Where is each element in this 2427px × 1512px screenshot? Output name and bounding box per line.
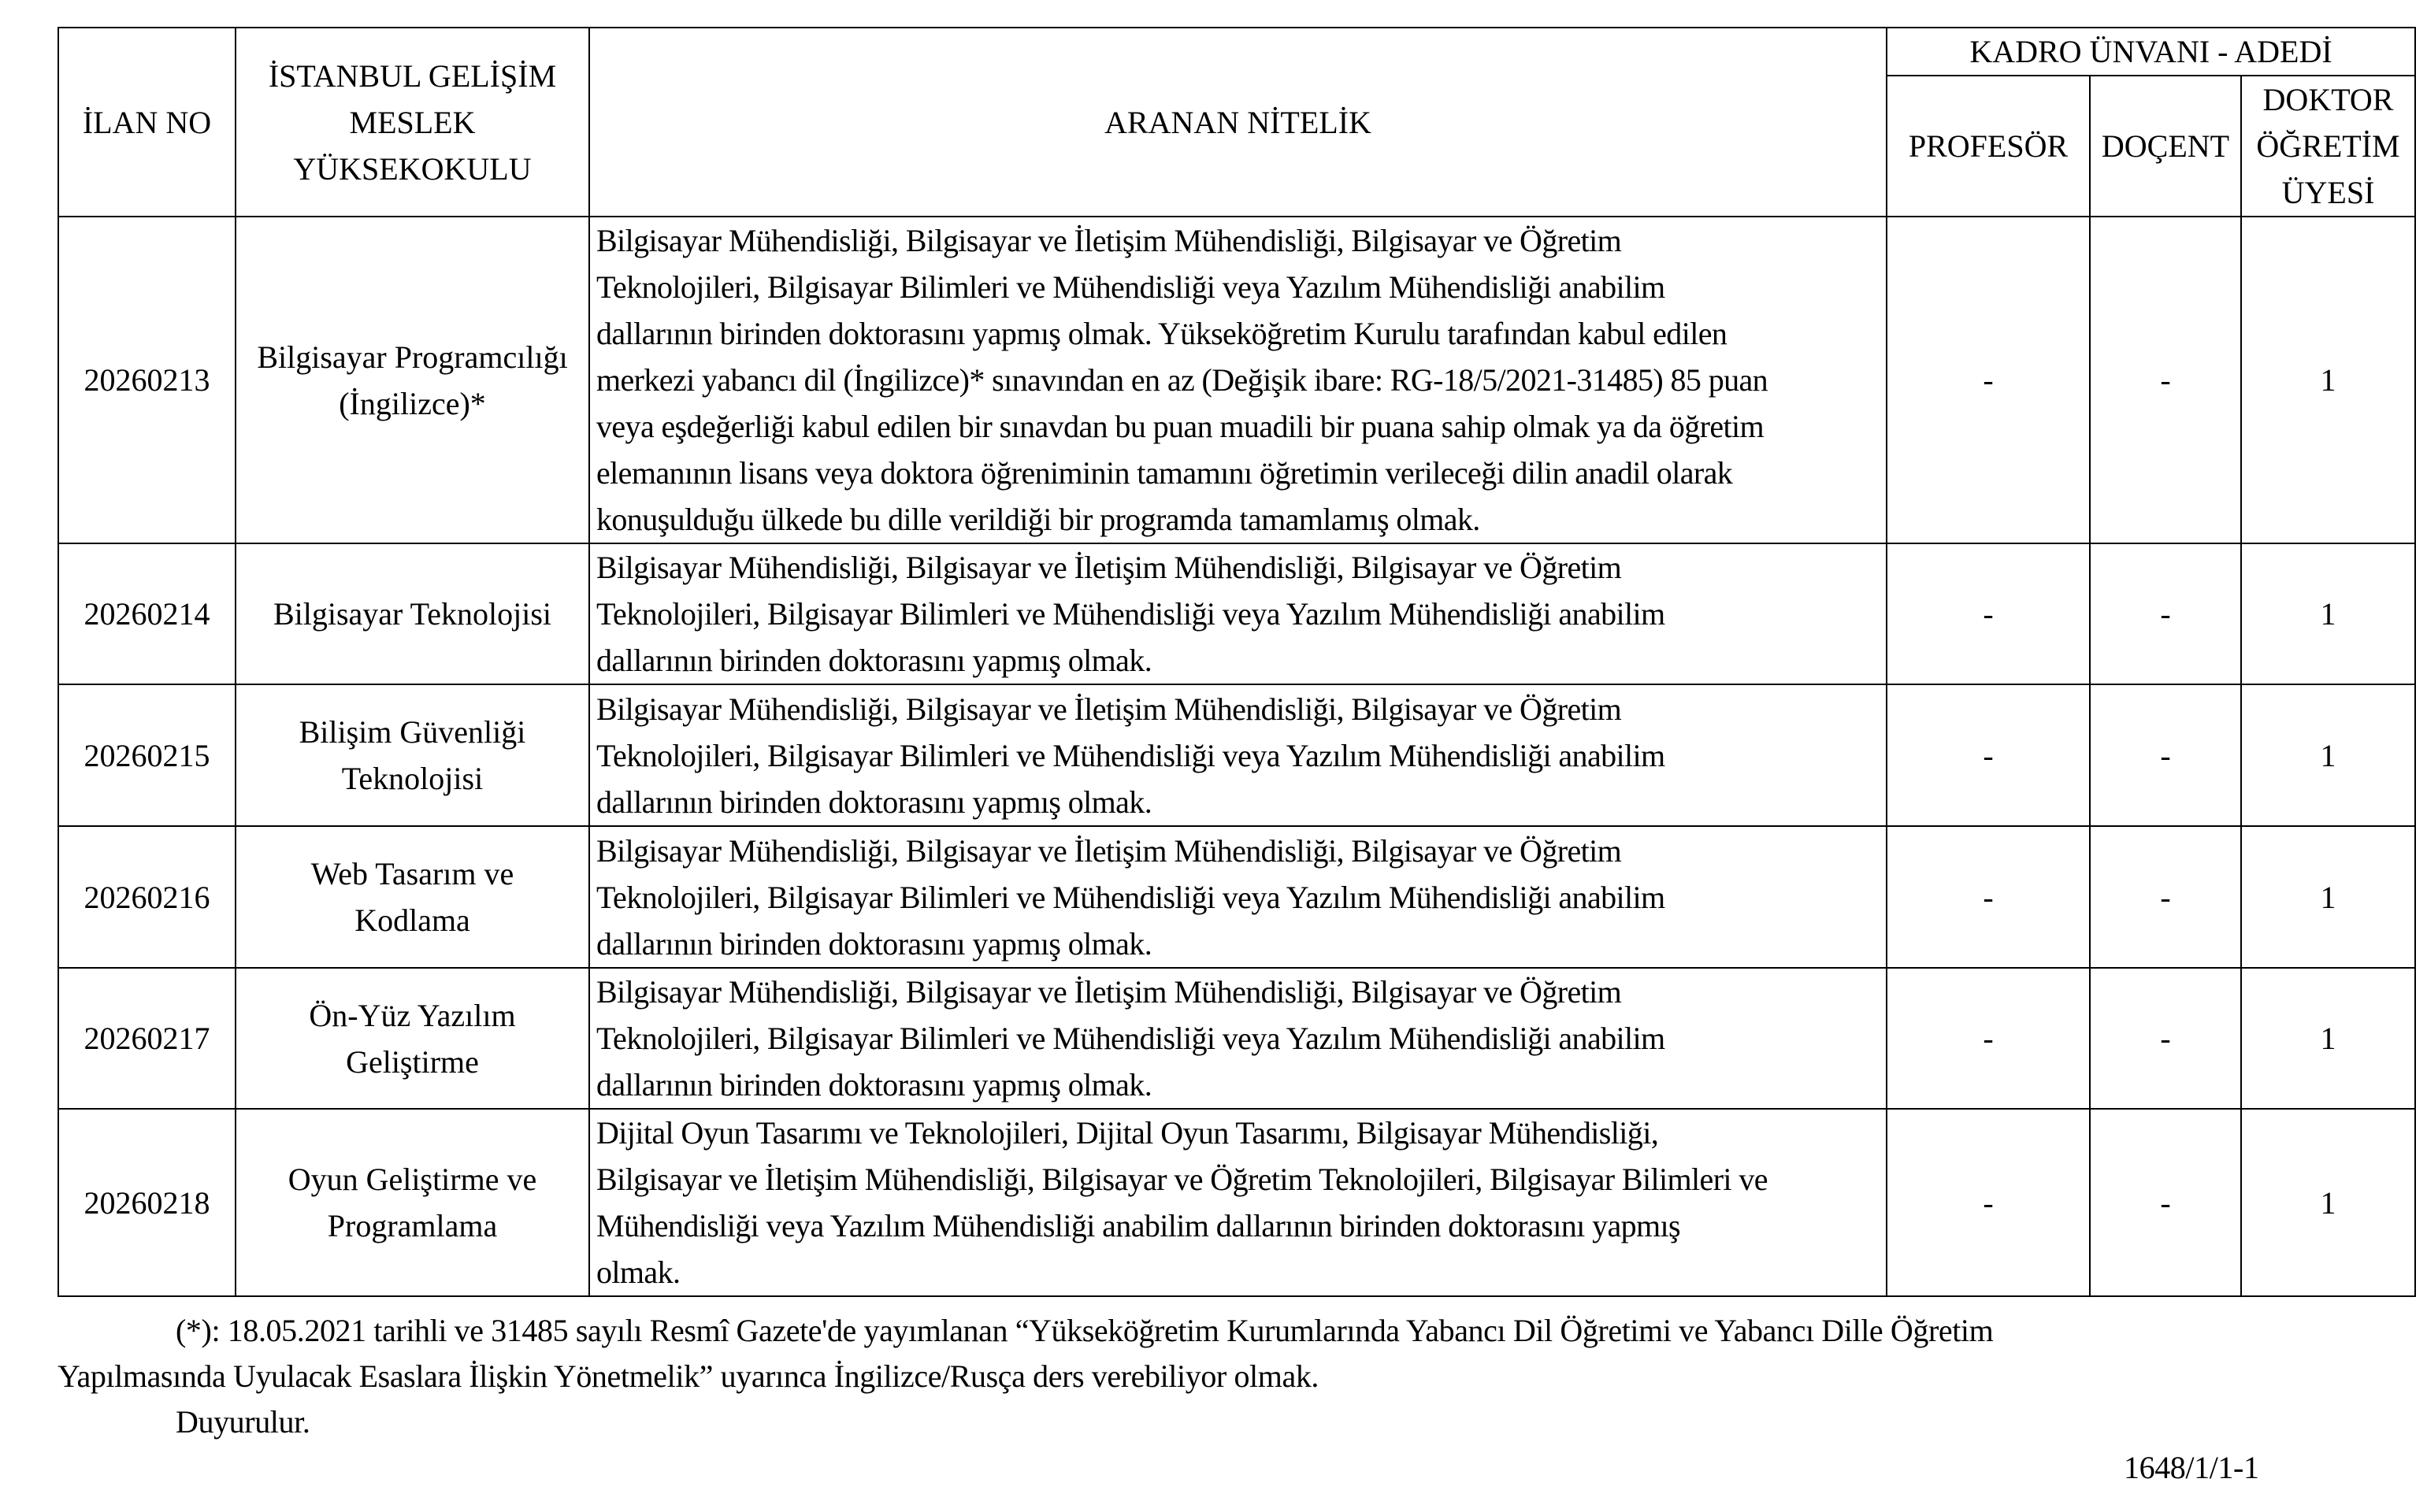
header-dr-line: ÖĞRETİM — [2256, 128, 2400, 164]
program-line: Oyun Geliştirme ve — [288, 1162, 537, 1197]
header-dr-line: DOKTOR — [2262, 82, 2394, 117]
dr-count-cell: 1 — [2241, 1109, 2415, 1296]
header-school — [236, 28, 589, 217]
qualification-cell — [589, 543, 1887, 684]
qualification-line: Teknolojileri, Bilgisayar Bilimleri ve Mühendisliği veya Yazılım Mühendisliği anabilim — [596, 269, 1665, 305]
table-row — [58, 968, 2415, 1109]
announcement: Duyurulur. — [176, 1404, 310, 1440]
docent-count-cell: - — [2090, 684, 2241, 826]
qualification-cell — [589, 1109, 1887, 1296]
header-school-line: YÜKSEKOKULU — [293, 150, 532, 187]
profesor-count-cell: - — [1887, 1109, 2090, 1296]
qualification-line: dallarının birinden doktorasını yapmış olmak. Yükseköğretim Kurulu tarafından kabul edilen — [596, 316, 1727, 351]
table-row — [58, 543, 2415, 684]
ilan-no-cell: 20260214 — [58, 543, 236, 684]
qualification-line: Bilgisayar Mühendisliği, Bilgisayar ve İletişim Mühendisliği, Bilgisayar ve Öğretim — [596, 832, 1622, 869]
ilan-no-cell: 20260213 — [58, 217, 236, 543]
program-line: Bilgisayar Programcılığı — [257, 339, 568, 375]
ilan-no-cell: 20260215 — [58, 684, 236, 826]
program-cell — [236, 684, 589, 826]
program-cell — [236, 826, 589, 968]
qualification-line: Bilgisayar Mühendisliği, Bilgisayar ve İletişim Mühendisliği, Bilgisayar ve Öğretim — [596, 974, 1622, 1010]
qualification-line: Teknolojileri, Bilgisayar Bilimleri ve Mühendisliği veya Yazılım Mühendisliği anabilim — [596, 1021, 1665, 1056]
qualification-line: dallarının birinden doktorasını yapmış olmak. — [596, 643, 1152, 678]
profesor-count-cell: - — [1887, 543, 2090, 684]
docent-count-cell: - — [2090, 1109, 2241, 1296]
qualification-cell — [589, 684, 1887, 826]
footnote-line-2: Yapılmasında Uyulacak Esaslara İlişkin Yönetmelik” uyarınca İngilizce/Rusça ders verebiliyor olmak. — [58, 1358, 1319, 1394]
ilan-no-cell: 20260217 — [58, 968, 236, 1109]
docent-count-cell: - — [2090, 543, 2241, 684]
qualification-line: Teknolojileri, Bilgisayar Bilimleri ve Mühendisliği veya Yazılım Mühendisliği anabilim — [596, 879, 1665, 915]
qualification-line: Mühendisliği veya Yazılım Mühendisliği anabilim dallarının birinden doktorasını yapmış — [596, 1208, 1681, 1243]
header-kadro: KADRO ÜNVANI - ADEDİ — [1887, 28, 2415, 76]
footnote-line-1: (*): 18.05.2021 tarihli ve 31485 sayılı Resmî Gazete'de yayımlanan “Yükseköğretim Kurumlarında Yabancı Dil Öğretimi ve Yabancı Dille Öğretim — [176, 1313, 1994, 1348]
qualification-line: dallarının birinden doktorasını yapmış olmak. — [596, 925, 1152, 962]
docent-count-cell: - — [2090, 217, 2241, 543]
qualification-cell — [589, 968, 1887, 1109]
qualification-line: Bilgisayar Mühendisliği, Bilgisayar ve İletişim Mühendisliği, Bilgisayar ve Öğretim — [596, 223, 1622, 258]
program-line: Kodlama — [354, 902, 470, 938]
program-line: Teknolojisi — [341, 761, 484, 796]
qualification-line: dallarının birinden doktorasını yapmış olmak. — [596, 1067, 1152, 1102]
header-ilan-no: İLAN NO — [58, 28, 236, 217]
docent-count-cell: - — [2090, 826, 2241, 968]
table-row — [58, 217, 2415, 543]
qualification-line: dallarının birinden doktorasını yapmış olmak. — [596, 784, 1152, 820]
profesor-count-cell: - — [1887, 684, 2090, 826]
profesor-count-cell: - — [1887, 217, 2090, 543]
profesor-count-cell: - — [1887, 968, 2090, 1109]
program-line: Geliştirme — [346, 1043, 479, 1080]
program-cell — [236, 543, 589, 684]
qualification-line: veya eşdeğerliği kabul edilen bir sınavdan bu puan muadili bir puana sahip olmak ya da öğretim — [596, 409, 1765, 444]
qualification-cell — [589, 826, 1887, 968]
program-line: Web Tasarım ve — [310, 856, 514, 891]
dr-count-cell: 1 — [2241, 684, 2415, 826]
docent-count-cell: - — [2090, 968, 2241, 1109]
qualification-line: Bilgisayar ve İletişim Mühendisliği, Bilgisayar ve Öğretim Teknolojileri, Bilgisayar Bilimleri ve — [596, 1162, 1768, 1197]
header-school-line: MESLEK — [349, 104, 476, 140]
program-line: Ön-Yüz Yazılım — [309, 997, 516, 1033]
qualification-line: olmak. — [596, 1254, 681, 1290]
qualification-line: elemanının lisans veya doktora öğreniminin tamamını öğretimin verileceği dilin anadil olarak — [596, 455, 1733, 491]
program-line: (İngilizce)* — [339, 385, 486, 421]
qualification-line: Teknolojileri, Bilgisayar Bilimleri ve Mühendisliği veya Yazılım Mühendisliği anabilim — [596, 596, 1665, 632]
qualification-line: konuşulduğu ülkede bu dille verildiği bir programda tamamlamış olmak. — [596, 502, 1480, 537]
qualification-line: Bilgisayar Mühendisliği, Bilgisayar ve İletişim Mühendisliği, Bilgisayar ve Öğretim — [596, 550, 1622, 585]
dr-count-cell: 1 — [2241, 826, 2415, 968]
header-dr-line: ÜYESİ — [2281, 175, 2375, 210]
program-line: Bilişim Güvenliği — [299, 714, 526, 750]
header-profesor: PROFESÖR — [1887, 76, 2090, 217]
dr-count-cell: 1 — [2241, 217, 2415, 543]
table-row — [58, 684, 2415, 826]
program-cell — [236, 968, 589, 1109]
qualification-line: merkezi yabancı dil (İngilizce)* sınavından en az (Değişik ibare: RG-18/5/2021-31485) 85 puan — [596, 362, 1768, 398]
program-line: Bilgisayar Teknolojisi — [273, 596, 552, 632]
header-docent: DOÇENT — [2090, 76, 2241, 217]
vacancy-table — [58, 27, 2416, 1297]
dr-count-cell: 1 — [2241, 968, 2415, 1109]
header-school-line: İSTANBUL GELİŞİM — [268, 57, 557, 94]
ilan-no-cell: 20260218 — [58, 1109, 236, 1296]
header-nitelik: ARANAN NİTELİK — [589, 28, 1887, 217]
qualification-line: Bilgisayar Mühendisliği, Bilgisayar ve İletişim Mühendisliği, Bilgisayar ve Öğretim — [596, 691, 1622, 727]
qualification-line: Teknolojileri, Bilgisayar Bilimleri ve Mühendisliği veya Yazılım Mühendisliği anabilim — [596, 737, 1665, 773]
program-cell — [236, 217, 589, 543]
table-row — [58, 826, 2415, 968]
document-code: 1648/1/1-1 — [2124, 1450, 2259, 1485]
dr-count-cell: 1 — [2241, 543, 2415, 684]
ilan-no-cell: 20260216 — [58, 826, 236, 968]
table-row — [58, 1109, 2415, 1296]
program-cell — [236, 1109, 589, 1296]
qualification-cell — [589, 217, 1887, 543]
profesor-count-cell: - — [1887, 826, 2090, 968]
program-line: Programlama — [327, 1208, 498, 1243]
header-dr — [2241, 76, 2415, 217]
qualification-line: Dijital Oyun Tasarımı ve Teknolojileri, Dijital Oyun Tasarımı, Bilgisayar Mühendisliği, — [596, 1115, 1659, 1151]
